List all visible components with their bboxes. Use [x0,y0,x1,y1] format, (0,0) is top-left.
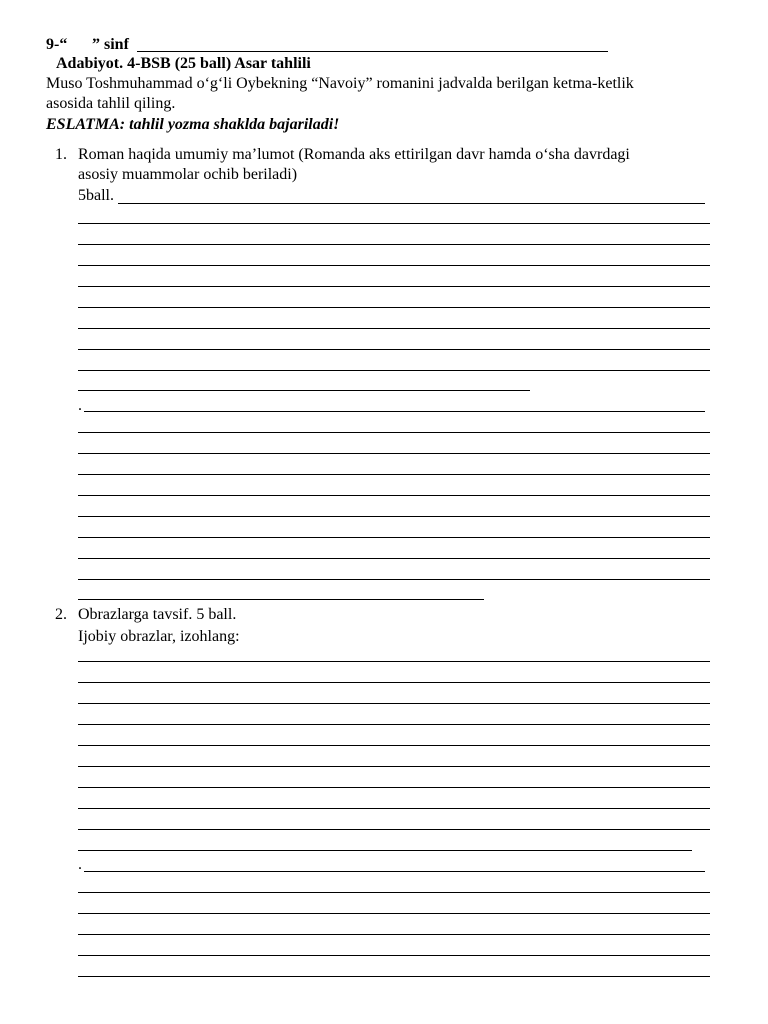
answer-line[interactable] [78,558,710,559]
note-text: ESLATMA: tahlil yozma shaklda bajariladi! [46,116,340,133]
answer-line[interactable] [78,766,710,767]
answer-line[interactable] [78,328,710,329]
intro-text-line-2: asosida tahlil qiling. [46,95,176,112]
answer-line[interactable] [78,934,710,935]
answer-line[interactable] [118,203,705,204]
answer-line[interactable] [78,745,710,746]
answer-line[interactable] [78,599,484,600]
question-2-number: 2. [55,606,67,623]
answer-line[interactable] [78,808,710,809]
intro-text-line-1: Muso Toshmuhammad o‘g‘li Oybekning “Navoiy” romanini jadvalda berilgan ketma-ketlik [46,75,634,92]
question-1-text-line-1: Roman haqida umumiy ma’lumot (Romanda aks ettirilgan davr hamda o‘sha davrdagi [78,146,630,163]
answer-line[interactable] [78,955,710,956]
answer-line-dot: . [78,397,82,414]
question-1-text-line-2: asosiy muammolar ochib beriladi) [78,166,298,183]
answer-line[interactable] [78,286,710,287]
answer-line[interactable] [78,787,710,788]
answer-line-dot: . [78,856,82,873]
question-2-text-line-2: Ijobiy obrazlar, izohlang: [78,628,240,645]
answer-line[interactable] [78,223,710,224]
answer-line[interactable] [78,432,710,433]
class-label-prefix: 9-“ [46,36,68,53]
answer-line[interactable] [78,913,710,914]
answer-line[interactable] [78,453,710,454]
answer-line[interactable] [78,829,710,830]
answer-line[interactable] [78,724,710,725]
answer-line[interactable] [78,349,710,350]
answer-line[interactable] [78,661,710,662]
question-1-score: 5ball. [78,187,114,204]
answer-line[interactable] [78,370,710,371]
answer-line[interactable] [78,579,710,580]
answer-line[interactable] [78,307,710,308]
answer-line[interactable] [78,495,710,496]
worksheet-title: Adabiyot. 4-BSB (25 ball) Asar tahlili [56,55,311,72]
answer-line[interactable] [78,537,710,538]
name-blank-line[interactable] [137,51,608,52]
answer-line[interactable] [78,703,710,704]
answer-line[interactable] [78,682,710,683]
answer-line[interactable] [78,850,692,851]
answer-line[interactable] [78,474,710,475]
answer-line[interactable] [78,892,710,893]
class-label-suffix: ” sinf [92,36,129,53]
question-2-text-line-1: Obrazlarga tavsif. 5 ball. [78,606,237,623]
answer-line[interactable] [84,411,705,412]
answer-line[interactable] [78,976,710,977]
answer-line[interactable] [78,265,710,266]
answer-line[interactable] [78,516,710,517]
question-1-number: 1. [55,146,67,163]
answer-line[interactable] [78,390,530,391]
answer-line[interactable] [78,244,710,245]
answer-line[interactable] [84,871,705,872]
